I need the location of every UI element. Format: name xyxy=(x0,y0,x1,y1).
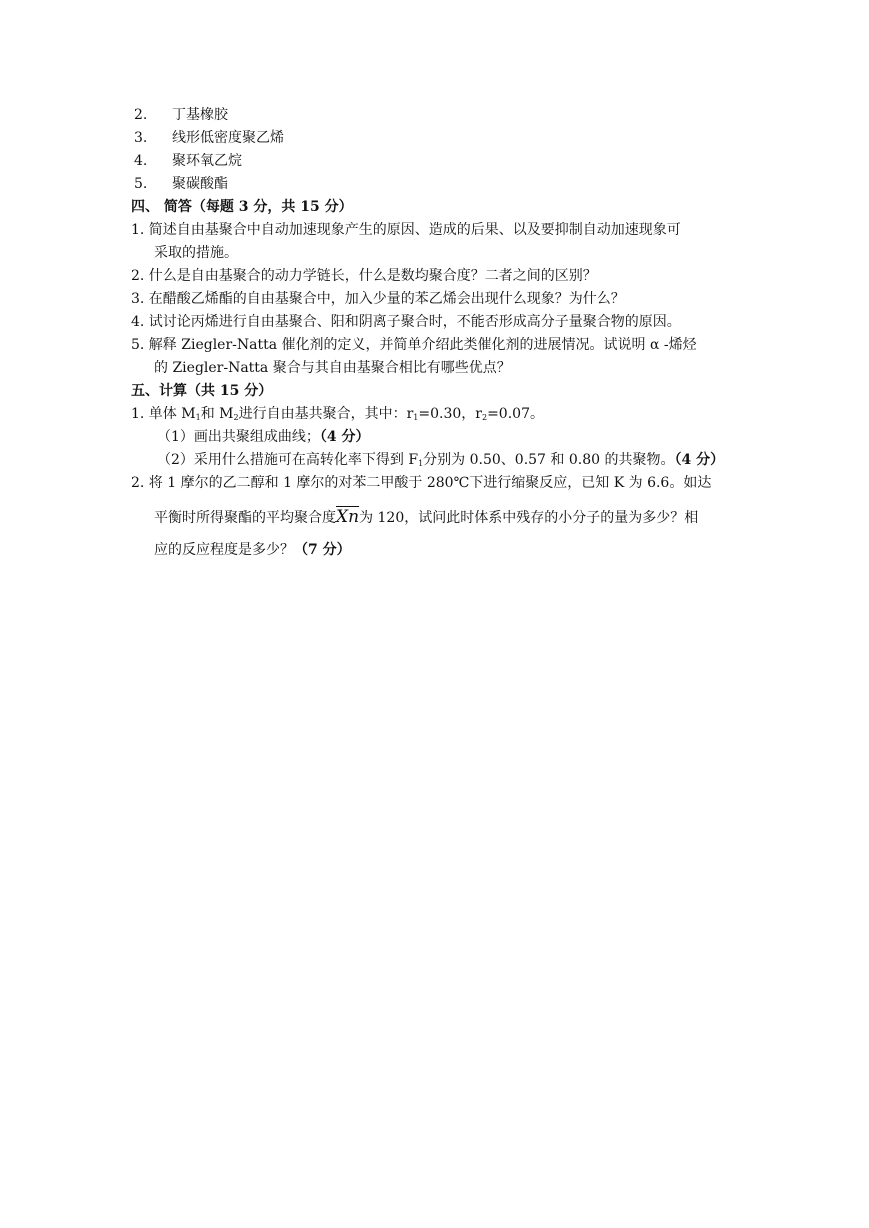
text: （1）画出共聚组成曲线； xyxy=(157,429,320,445)
text: 为 120，试问此时体系中残存的小分子的量为多少？相 xyxy=(359,510,699,526)
subscript: 2 xyxy=(233,413,239,422)
text: 分别为 0.50、0.57 和 0.80 的共聚物。 xyxy=(423,452,675,468)
section-5-question-2-line-3 xyxy=(154,540,351,560)
list-item xyxy=(134,128,284,148)
section-5-heading: 五、计算（共 15 分） xyxy=(131,383,273,399)
list-item-number: 5. xyxy=(134,176,148,192)
text: （2）采用什么措施可在高转化率下得到 F xyxy=(157,452,419,468)
section-5-question-1-part-1 xyxy=(157,427,370,447)
section-4-heading: 四、 简答（每题 3 分，共 15 分） xyxy=(131,199,353,215)
text: 和 M xyxy=(200,406,234,422)
section-4-question-1-line-1: 1. 简述自由基聚合中自动加速现象产生的原因、造成的后果、以及要抑制自动加速现象可 xyxy=(131,222,681,238)
list-item xyxy=(134,151,242,171)
list-item xyxy=(134,105,228,125)
points: （7 分） xyxy=(294,542,351,558)
section-4-question-2: 2. 什么是自由基聚合的动力学链长，什么是数均聚合度？二者之间的区别？ xyxy=(131,268,597,284)
list-item-text: 丁基橡胶 xyxy=(172,107,228,123)
text: =0.07。 xyxy=(487,406,544,422)
section-5-question-1-part-2 xyxy=(157,450,724,470)
text: 平衡时所得聚酯的平均聚合度 xyxy=(154,510,336,526)
list-item-number: 2. xyxy=(134,107,148,123)
section-4-question-5-line-1: 5. 解释 Ziegler-Natta 催化剂的定义，并简单介绍此类催化剂的进展情况。试说明 α -烯烃 xyxy=(131,337,697,353)
section-4-question-1-line-2: 采取的措施。 xyxy=(154,245,238,261)
text: 1. 单体 M xyxy=(131,406,196,422)
section-4-question-4: 4. 试讨论丙烯进行自由基聚合、阳和阴离子聚合时，不能否形成高分子量聚合物的原因。 xyxy=(131,314,681,330)
subscript: 1 xyxy=(413,413,419,422)
section-4-question-5-line-2: 的 Ziegler-Natta 聚合与其自由基聚合相比有哪些优点？ xyxy=(154,360,511,376)
list-item-text: 线形低密度聚乙烯 xyxy=(172,130,284,146)
list-item-number: 4. xyxy=(134,153,148,169)
text: 应的反应程度是多少？ xyxy=(154,542,294,558)
subscript: 2 xyxy=(481,413,488,422)
list-item-text: 聚碳酸酯 xyxy=(172,176,228,192)
subscript: 1 xyxy=(418,459,424,468)
section-4-question-3: 3. 在醋酸乙烯酯的自由基聚合中，加入少量的苯乙烯会出现什么现象？为什么？ xyxy=(131,291,625,307)
subscript: 1 xyxy=(195,413,201,422)
average-degree-symbol: $\overline{Xn}$ xyxy=(336,507,360,527)
text: =0.30，r xyxy=(418,406,482,422)
section-5-question-2-line-2 xyxy=(154,507,698,528)
section-5-question-2-line-1: 2. 将 1 摩尔的乙二醇和 1 摩尔的对苯二甲酸于 280℃下进行缩聚反应，已知 K 为 6.6。如达 xyxy=(131,475,712,491)
section-5-question-1 xyxy=(131,404,544,424)
list-item-number: 3. xyxy=(134,130,148,146)
points: （4 分） xyxy=(674,452,725,468)
list-item xyxy=(134,174,228,194)
list-item-text: 聚环氧乙烷 xyxy=(172,153,242,169)
points: （4 分） xyxy=(319,429,370,445)
text: 进行自由基共聚合，其中：r xyxy=(238,406,414,422)
